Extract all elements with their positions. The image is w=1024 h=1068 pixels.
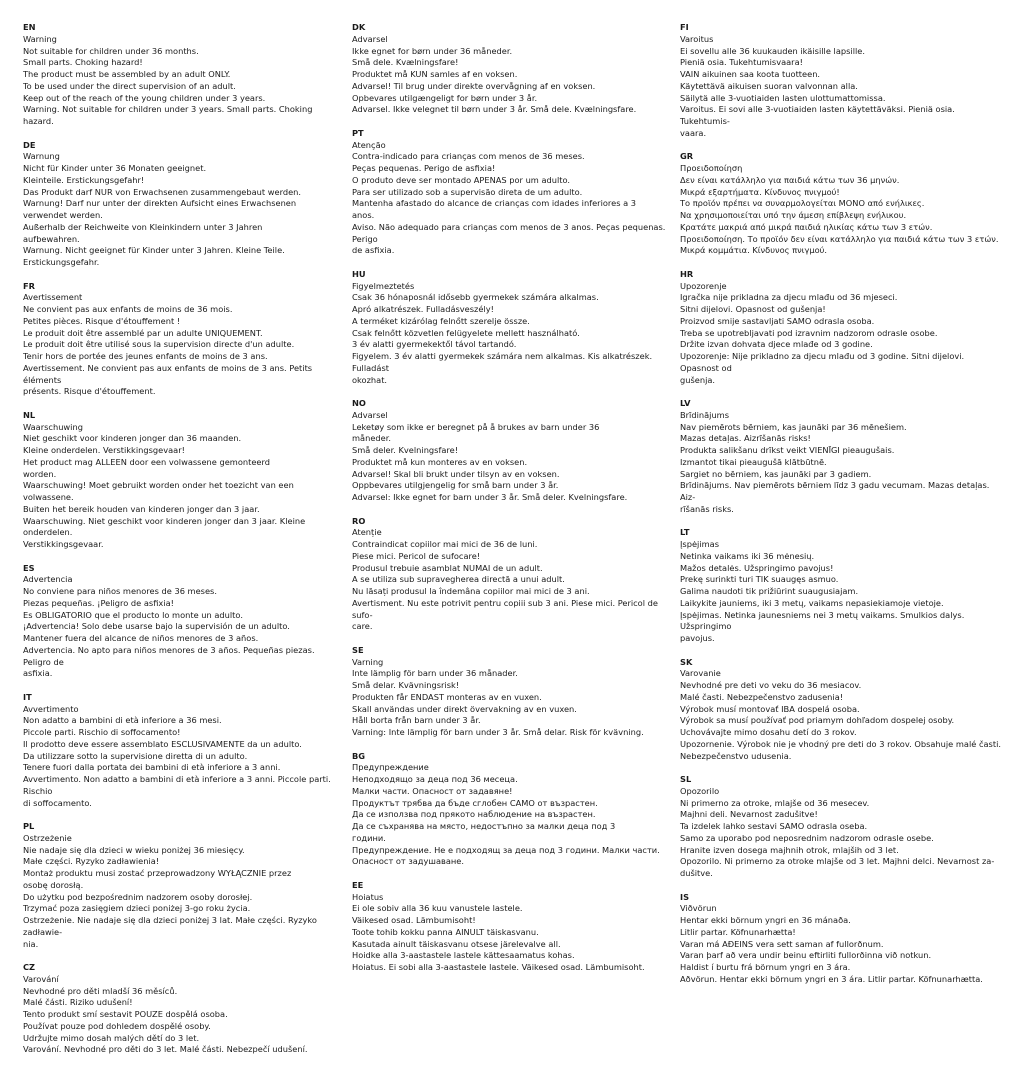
warning-line: Držite izvan dohvata djece mlađe od 3 godine. — [680, 339, 873, 350]
language-code: DE — [23, 139, 36, 150]
language-section-ro — [352, 516, 670, 634]
warning-heading: Предупреждение — [352, 762, 429, 773]
warning-line: Piezas pequeñas. ¡Peligro de asfixia! — [23, 597, 174, 608]
warning-line: Ei ole sobiv alla 36 kuu vanustele lastele. — [352, 903, 523, 914]
warning-line: Advarsel: Ikke egnet for barn under 3 år. Små deler. Kvelningsfare. — [352, 492, 628, 502]
warning-line: Používat pouze pod dohledem dospělé osoby. — [23, 1020, 211, 1031]
warning-line: Δεν είναι κατάλληλο για παιδιά κάτω των 36 μηνών. — [680, 174, 900, 185]
warning-line: Nicht für Kinder unter 36 Monaten geeignet. — [23, 163, 207, 173]
warning-line: Produktet må kun monteres av en voksen. — [352, 456, 528, 467]
warning-line: Το προϊόν πρέπει να συναρμολογείται ΜΟΝΟ από ενήλικες. — [680, 198, 925, 209]
warning-line: Ta izdelek lahko sestavi SAMO odrasla oseba. — [680, 821, 868, 831]
language-code: DK — [352, 22, 366, 32]
warning-line: Avertissement. Ne convient pas aux enfants de moins de 3 ans. Petits éléments — [23, 362, 313, 385]
warning-line: gušenja. — [680, 374, 716, 385]
warning-line: Majhni deli. Nevarnost zadušitve! — [680, 809, 818, 820]
language-code: BG — [352, 750, 366, 761]
warning-line: Piese mici. Pericol de sufocare! — [352, 550, 481, 561]
language-code: FI — [680, 22, 689, 32]
warning-line: Kleinteile. Erstickungsgefahr! — [23, 174, 145, 185]
warning-line: Le produit doit être assemblé par un adulte UNIQUEMENT. — [23, 327, 263, 338]
warning-heading: Avvertimento — [23, 703, 79, 714]
language-section-dk — [352, 22, 670, 116]
language-code: GR — [680, 151, 694, 162]
warning-line: Nebezpečenstvo udusenia. — [680, 750, 792, 761]
warning-heading: Opozorilo — [680, 785, 720, 796]
warning-line: Avertisment. Nu este potrivit pentru copiii sub 3 ani. Piese mici. Pericol de sufo- — [352, 597, 658, 620]
warning-line: Varning: Inte lämplig för barn under 3 år. Små delar. Risk för kvävning. — [352, 727, 644, 737]
warning-line: Да се използва под прякото наблюдение на възрастен. — [352, 809, 596, 820]
language-section-lv — [680, 398, 1004, 516]
language-code: IT — [23, 691, 32, 702]
language-code: NO — [352, 398, 366, 408]
warning-line: Advertencia. No apto para niños menores de 3 años. Pequeñas piezas. Peligro de — [23, 644, 315, 667]
warning-line: Varoitus. Ei sovi alle 3-vuotiaiden lasten käytettäväksi. Pieniä osia. Tukehtumis- — [680, 104, 955, 126]
warning-line: Produkta salikšanu drīkst veikt VIENĪGI pieaugušais. — [680, 445, 895, 455]
warning-line: Verstikkingsgevaar. — [23, 539, 104, 549]
warning-heading: Figyelmeztetés — [352, 280, 415, 291]
language-section-is — [680, 892, 1004, 986]
warning-line: pavojus. — [680, 633, 715, 643]
warning-line: Κρατάτε μακριά από μικρά παιδιά ηλικίας κάτω των 3 ετών. — [680, 221, 933, 232]
warning-line: Buiten het bereik houden van kinderen jonger dan 3 jaar. — [23, 503, 260, 514]
warning-line: Galima naudoti tik prižiūrint suaugusiajam. — [680, 586, 859, 596]
warning-heading: Brīdinājums — [680, 409, 730, 420]
language-section-sk — [680, 657, 1004, 763]
warning-heading: Varoitus — [680, 33, 714, 44]
warning-heading: Warning — [23, 33, 57, 44]
warning-line: Advarsel. Ikke velegnet til børn under 3 år. Små dele. Kvælningsfare. — [352, 104, 637, 115]
warning-heading: Advertencia — [23, 574, 73, 585]
warning-line: volwassene. — [23, 492, 74, 502]
warning-line: Предупреждение. Не е подходящ за деца под 3 години. Малки части. — [352, 844, 660, 855]
warning-line: Da utilizzare sotto la supervisione diretta di un adulto. — [23, 750, 248, 761]
warning-line: care. — [352, 621, 373, 632]
warning-line: Kleine onderdelen. Verstikkingsgevaar! — [23, 445, 185, 455]
warning-line: Es OBLIGATORIO que el producto lo monte un adulto. — [23, 609, 243, 620]
warning-line: The product must be assembled by an adult ONLY. — [23, 69, 231, 79]
warning-line: Brīdinājums. Nav piemērots bērniem līdz 3 gadu vecumam. Mazas detaļas. Aiz- — [680, 480, 990, 502]
language-code: FR — [23, 280, 35, 291]
language-section-en — [23, 22, 345, 128]
language-section-ee — [352, 880, 670, 974]
warning-line: Csak felnőtt közvetlen felügyelete mellett használható. — [352, 327, 580, 338]
language-code: LT — [680, 527, 690, 538]
warning-line: Malé časti. Nebezpečenstvo zadusenia! — [680, 691, 844, 702]
warning-heading: Atenção — [352, 139, 386, 150]
warning-line: osobę dorosłą. — [23, 879, 84, 890]
warning-line: Tenir hors de portée des jeunes enfants de moins de 3 ans. — [23, 351, 268, 361]
warning-line: Μικρά εξαρτήματα. Κίνδυνος πνιγμού! — [680, 186, 840, 197]
warning-line: Kasutada ainult täiskasvanu otsese järelevalve all. — [352, 938, 561, 949]
warning-line: Μικρά κομμάτια. Κίνδυνος πνιγμού. — [680, 245, 828, 256]
language-code: HR — [680, 268, 694, 279]
warning-heading: Warnung — [23, 151, 60, 162]
warning-line: Igračka nije prikladna za djecu mlađu od 36 mjeseci. — [680, 292, 898, 303]
warning-line: Petites pièces. Risque d'étouffement ! — [23, 315, 181, 326]
warning-line: O produto deve ser montado APENAS por um adulto. — [352, 174, 571, 185]
warning-line: anos. — [352, 210, 375, 220]
warning-line: Håll borta från barn under 3 år. — [352, 715, 481, 726]
language-code: HU — [352, 268, 366, 279]
warning-heading: Advarsel — [352, 409, 388, 420]
warning-line: Toote tohib kokku panna AINULT täiskasvanu. — [352, 926, 539, 937]
language-code: SK — [680, 656, 693, 667]
warning-line: Außerhalb der Reichweite von Kleinkindern unter 3 Jahren — [23, 221, 263, 232]
warning-line: Nevhodné pro děti mladší 36 měsíců. — [23, 985, 178, 996]
warning-line: Ei sovellu alle 36 kuukauden ikäisille lapsille. — [680, 45, 865, 56]
warning-heading: Viðvörun — [680, 903, 717, 914]
warning-line: Säilytä alle 3-vuotiaiden lasten ulottumattomissa. — [680, 92, 886, 103]
warning-line: Het product mag ALLEEN door een volwassene gemonteerd — [23, 456, 270, 467]
warning-line: Tento produkt smí sestavit POUZE dospělá osoba. — [23, 1009, 228, 1019]
warning-line: Haldist í burtu frá börnum yngri en 3 ára. — [680, 962, 851, 972]
warning-heading: Įspėjimas — [680, 539, 720, 549]
warning-line: Le produit doit être utilisé sous la supervision directe d'un adulte. — [23, 339, 295, 350]
warning-line: Warnung. Nicht geeignet für Kinder unter 3 Jahren. Kleine Teile. Erstickungsgefahr. — [23, 245, 285, 267]
warning-line: verwendet werden. — [23, 210, 103, 220]
warning-line: aufbewahren. — [23, 233, 80, 244]
warning-line: asfixia. — [23, 668, 53, 679]
warning-line: Upozornenie. Výrobok nie je vhodný pre deti do 3 rokov. Obsahuje malé časti. — [680, 738, 1001, 749]
warning-line: måneder. — [352, 433, 391, 444]
warning-line: Il prodotto deve essere assemblato ESCLUSIVAMENTE da un adulto. — [23, 738, 302, 749]
warning-line: No conviene para niños menores de 36 meses. — [23, 586, 217, 596]
warning-line: Skall användas under direkt övervakning av en vuxen. — [352, 703, 577, 714]
warning-line: A se utiliza sub supravegherea directă a unui adult. — [352, 574, 565, 585]
warning-line: Varování. Nevhodné pro děti do 3 let. Malé části. Nebezpečí udušení. — [23, 1044, 308, 1055]
language-code: NL — [23, 409, 36, 420]
language-section-se — [352, 645, 670, 739]
warning-line: Piccole parti. Rischio di soffocamento! — [23, 727, 181, 737]
warning-line: Netinka vaikams iki 36 mėnesių. — [680, 550, 815, 561]
warning-line: Csak 36 hónaposnál idősebb gyermekek számára alkalmas. — [352, 292, 599, 303]
warning-heading: Ostrzeżenie — [23, 832, 72, 843]
warning-line: Små dele. Kvælningsfare! — [352, 57, 459, 68]
language-section-pt — [352, 128, 670, 257]
warning-line: Да се съхранява на място, недостъпно за малки деца под 3 — [352, 821, 616, 831]
column-1 — [23, 22, 345, 1068]
language-section-nl — [23, 410, 345, 551]
language-code: IS — [680, 891, 690, 902]
warning-line: Nie nadaje się dla dzieci w wieku poniżej 36 miesięcy. — [23, 844, 245, 855]
warning-line: nia. — [23, 938, 39, 949]
warning-line: Sargiet no bērniem, kas jaunāki par 3 gadiem. — [680, 468, 872, 479]
language-section-it — [23, 692, 345, 810]
warning-line: Ni primerno za otroke, mlajše od 36 mesecev. — [680, 797, 870, 808]
warning-heading: Atenție — [352, 527, 382, 538]
column-3 — [680, 22, 1004, 997]
warning-line: Hranite izven dosega majhnih otrok, mlajših od 3 let. — [680, 844, 899, 855]
warning-line: Trzymać poza zasięgiem dzieci poniżej 3-go roku życia. — [23, 903, 251, 914]
warning-line: Laikykite jauniems, iki 3 metų, vaikams nepasiekiamoje vietoje. — [680, 597, 944, 608]
warning-line: Prekę surinkti turi TIK suaugęs asmuo. — [680, 574, 839, 585]
warning-line: Tenere fuori dalla portata dei bambini di età inferiore a 3 anni. — [23, 762, 281, 773]
warning-line: Aðvörun. Hentar ekki börnum yngri en 3 ára. Litlir partar. Köfnunarhætta. — [680, 973, 983, 984]
warning-line: Sitni dijelovi. Opasnost od gušenja! — [680, 304, 826, 314]
warning-line: Niet geschikt voor kinderen jonger dan 36 maanden. — [23, 433, 242, 444]
language-code: CZ — [23, 962, 36, 972]
warning-line: Produsul trebuie asamblat NUMAI de un adult. — [352, 562, 543, 573]
warning-line: Små deler. Kvelningsfare! — [352, 445, 459, 455]
warning-line: Do użytku pod bezpośrednim nadzorem osoby dorosłej. — [23, 891, 253, 902]
warning-line: Ikke egnet for børn under 36 måneder. — [352, 45, 513, 56]
language-section-fi — [680, 22, 1004, 140]
warning-heading: Προειδοποίηση — [680, 163, 743, 173]
warning-line: Hoiatus. Ei sobi alla 3-aastastele lastele. Väikesed osad. Lämbumisoht. — [352, 962, 645, 972]
warning-line: 3 év alatti gyermekektől távol tartandó. — [352, 339, 517, 350]
warning-heading: Varování — [23, 973, 59, 984]
warning-line: Uchovávajte mimo dosahu detí do 3 rokov. — [680, 727, 857, 737]
warning-line: dušitve. — [680, 868, 713, 878]
warning-line: Upozorenje: Nije prikladno za djecu mlađu od 3 godine. Sitni dijelovi. Opasnost od — [680, 351, 965, 373]
warning-line: Ne convient pas aux enfants de moins de 36 mois. — [23, 304, 233, 314]
warning-line: Apró alkatrészek. Fulladásveszély! — [352, 304, 494, 314]
language-code: PL — [23, 821, 35, 831]
warning-line: Udržujte mimo dosah malých dětí do 3 let. — [23, 1032, 200, 1043]
warning-line: Įspėjimas. Netinka jaunesniems nei 3 metų vaikams. Smulkios dalys. Užspringimo — [680, 609, 965, 632]
warning-line: Contraindicat copiilor mai mici de 36 de luni. — [352, 539, 538, 549]
warning-line: Not suitable for children under 36 months. — [23, 45, 199, 56]
warning-line: Να χρησιμοποιείται υπό την άμεση επίβλεψη ενήλικου. — [680, 210, 907, 220]
warning-line: Små delar. Kvävningsrisk! — [352, 680, 460, 690]
language-code: RO — [352, 515, 366, 526]
warning-line: Waarschuwing. Niet geschikt voor kinderen jonger dan 3 jaar. Kleine onderdelen. — [23, 515, 306, 538]
warning-line: Advarsel! Til brug under direkte overvågning af en voksen. — [352, 80, 596, 91]
warning-heading: Advarsel — [352, 33, 388, 44]
warning-line: Väikesed osad. Lämbumisoht! — [352, 915, 476, 925]
warning-line: rīšanās risks. — [680, 503, 734, 514]
warning-line: Продуктът трябва да бъде сглобен САМО от възрастен. — [352, 797, 598, 808]
warning-line: di soffocamento. — [23, 797, 92, 808]
warning-line: Nav piemērots bērniem, kas jaunāki par 36 mēnešiem. — [680, 421, 907, 432]
warning-line: Výrobok sa musí používať pod priamym dohľadom dospelej osoby. — [680, 715, 955, 726]
warning-line: Inte lämplig för barn under 36 månader. — [352, 668, 518, 679]
warning-line: Varan þarf að vera undir beinu eftirliti fullorðinna við notkun. — [680, 950, 932, 961]
warning-line: Litlir partar. Köfnunarhætta! — [680, 926, 796, 937]
language-section-es — [23, 563, 345, 681]
warning-line: Das Produkt darf NUR von Erwachsenen zusammengebaut werden. — [23, 186, 301, 197]
warning-line: години. — [352, 832, 386, 843]
warning-heading: Avertissement — [23, 292, 83, 303]
warning-line: Ostrzeżenie. Nie nadaje się dla dzieci poniżej 3 lat. Małe części. Ryzyko zadławie- — [23, 915, 317, 937]
warning-line: Produktet må KUN samles af en voksen. — [352, 69, 518, 79]
warning-line: Warning. Not suitable for children under 3 years. Small parts. Choking hazard. — [23, 104, 313, 126]
warning-line: Izmantot tikai pieaugušā klātbūtnē. — [680, 456, 827, 467]
warning-line: Avvertimento. Non adatto a bambini di età inferiore a 3 anni. Piccole parti. Rischio — [23, 774, 331, 796]
warning-heading: Waarschuwing — [23, 421, 83, 432]
warning-line: Pieniä osia. Tukehtumisvaara! — [680, 57, 803, 68]
warning-line: Oppbevares utilgjengelig for små barn under 3 år. — [352, 480, 559, 491]
warning-line: Неподходящо за деца под 36 месеца. — [352, 774, 518, 784]
warning-line: Varan má AÐEINS vera sett saman af fullorðnum. — [680, 938, 884, 949]
warning-line: To be used under the direct supervision of an adult. — [23, 80, 236, 91]
language-section-hu — [352, 269, 670, 387]
warning-line: Keep out of the reach of the young children under 3 years. — [23, 92, 266, 103]
warning-line: VAIN aikuinen saa koota tuotteen. — [680, 69, 821, 79]
warning-line: Advarsel! Skal bli brukt under tilsyn av en voksen. — [352, 468, 560, 479]
warning-line: Mazas detaļas. Aizrīšanās risks! — [680, 433, 811, 444]
warning-line: Peças pequenas. Perigo de asfixia! — [352, 163, 496, 173]
warning-line: Waarschuwing! Moet gebruikt worden onder het toezicht van een — [23, 480, 294, 491]
warning-line: Nu lăsați produsul la îndemâna copiilor mai mici de 3 ani. — [352, 586, 590, 596]
warning-line: Opozorilo. Ni primerno za otroke mlajše od 3 let. Majhni delci. Nevarnost za- — [680, 856, 995, 867]
warning-line: Samo za uporabo pod neposrednim nadzorom odrasle osebe. — [680, 832, 934, 843]
language-code: PT — [352, 127, 364, 138]
language-section-sl — [680, 774, 1004, 880]
warning-line: Mantenha afastado do alcance de crianças com idades inferiores a 3 — [352, 198, 637, 209]
column-2 — [352, 22, 670, 986]
warning-line: Малки части. Опасност от задавяне! — [352, 785, 513, 796]
language-section-bg — [352, 751, 670, 869]
warning-line: ¡Advertencia! Solo debe usarse bajo la supervisión de un adulto. — [23, 621, 290, 632]
warning-line: Non adatto a bambini di età inferiore a 36 mesi. — [23, 715, 222, 726]
warning-line: Produkten får ENDAST monteras av en vuxen. — [352, 691, 542, 702]
warning-line: Opbevares utilgængeligt for børn under 3 år. — [352, 92, 538, 103]
warning-line: Montaż produktu musi zostać przeprowadzony WYŁĄCZNIE przez — [23, 868, 292, 878]
language-code: SE — [352, 644, 364, 655]
warning-line: Figyelem. 3 év alatti gyermekek számára nem alkalmas. Kis alkatrészek. Fulladást — [352, 351, 653, 373]
warning-line: Małe części. Ryzyko zadławienia! — [23, 856, 160, 867]
language-code: SL — [680, 774, 692, 784]
warning-heading: Varovanie — [680, 668, 721, 679]
warning-line: présents. Risque d'étouffement. — [23, 386, 156, 397]
warning-line: Опасност от задушаване. — [352, 856, 465, 867]
warning-line: de asfixia. — [352, 245, 395, 256]
warning-line: Leketøy som ikke er beregnet på å brukes av barn under 36 — [352, 421, 600, 432]
warning-line: Mantener fuera del alcance de niños menores de 3 años. — [23, 633, 259, 643]
warning-line: Warnung! Darf nur unter der direkten Aufsicht eines Erwachsenen — [23, 198, 297, 209]
language-section-fr — [23, 281, 345, 399]
language-code: EN — [23, 22, 36, 32]
warning-line: vaara. — [680, 127, 707, 138]
warning-line: Para ser utilizado sob a supervisão direta de um adulto. — [352, 186, 583, 197]
language-code: EE — [352, 879, 364, 890]
language-section-lt — [680, 527, 1004, 645]
warning-heading: Varning — [352, 656, 384, 667]
warning-line: Aviso. Não adequado para crianças com menos de 3 anos. Peças pequenas. Perigo — [352, 221, 666, 244]
warning-line: Hentar ekki börnum yngri en 36 mánaða. — [680, 915, 851, 925]
warning-heading: Upozorenje — [680, 280, 727, 291]
warning-heading: Hoiatus — [352, 891, 384, 902]
language-section-pl — [23, 821, 345, 950]
warning-line: A terméket kizárólag felnőtt szerelje össze. — [352, 315, 530, 326]
language-section-de — [23, 140, 345, 269]
warning-line: Contra-indicado para crianças com menos de 36 meses. — [352, 151, 585, 162]
warning-line: worden. — [23, 468, 57, 479]
warning-line: Malé části. Riziko udušení! — [23, 997, 133, 1008]
warning-line: okozhat. — [352, 374, 388, 385]
language-section-hr — [680, 269, 1004, 387]
language-section-cz — [23, 962, 345, 1056]
language-section-no — [352, 398, 670, 504]
warning-line: Proizvod smije sastavljati SAMO odrasla osoba. — [680, 315, 875, 326]
language-code: ES — [23, 562, 35, 573]
warning-line: Treba se upotrebljavati pod izravnim nadzorom odrasle osobe. — [680, 327, 938, 338]
warning-line: Käytettävä aikuisen suoran valvonnan alla. — [680, 80, 858, 91]
warning-line: Výrobok musí montovať IBA dospelá osoba. — [680, 703, 860, 714]
language-code: LV — [680, 398, 691, 408]
language-section-gr — [680, 151, 1004, 257]
warning-line: Nevhodné pre deti vo veku do 36 mesiacov. — [680, 680, 862, 690]
warning-line: Mažos detalės. Užspringimo pavojus! — [680, 562, 834, 573]
warning-line: Προειδοποίηση. Το προϊόν δεν είναι κατάλληλο για παιδιά κάτω των 3 ετών. — [680, 233, 999, 244]
warning-line: Small parts. Choking hazard! — [23, 57, 143, 68]
warning-line: Hoidke alla 3-aastastele lastele kättesaamatus kohas. — [352, 950, 575, 961]
